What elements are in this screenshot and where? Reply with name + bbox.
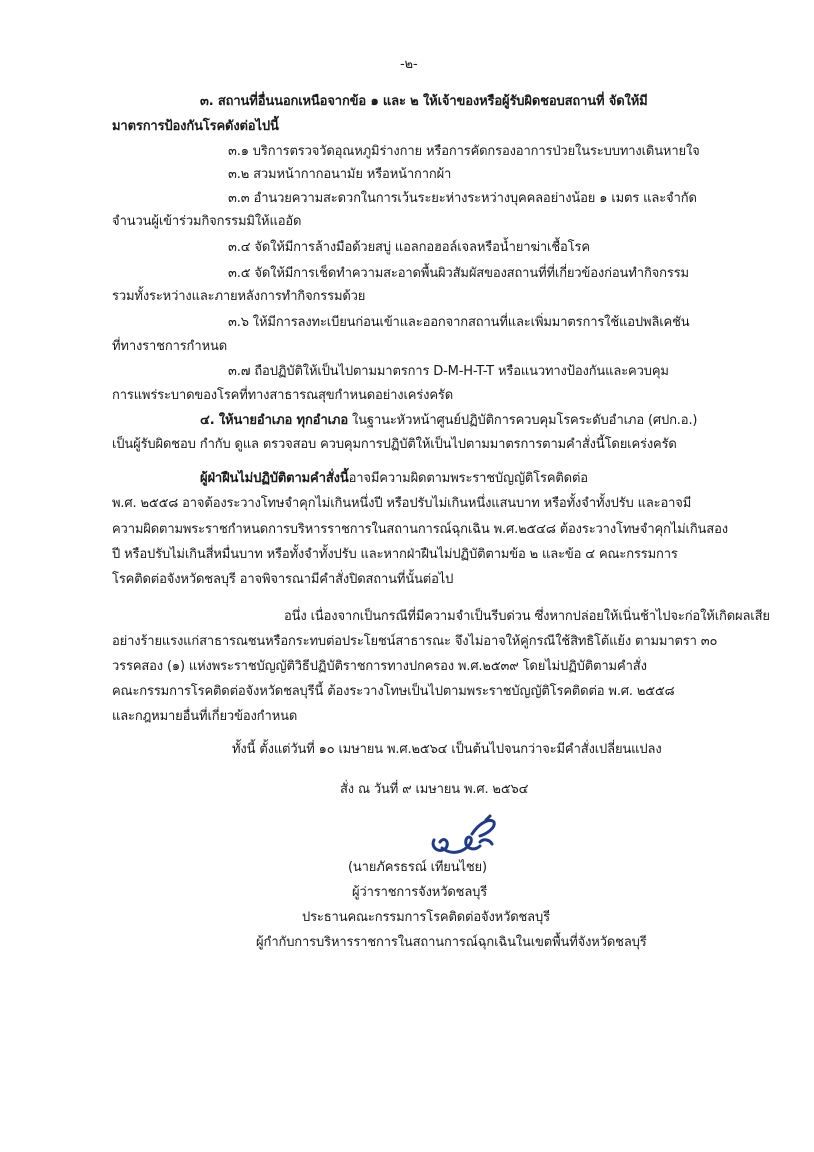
signatory-name: (นายภัครธรณ์ เทียนไชย) [348, 860, 487, 875]
effective-date: ทั้งนี้ ตั้งแต่วันที่ ๑๐ เมษายน พ.ศ.๒๕๖๔ เป็นต้นไปจนกว่าจะมีคำสั่งเปลี่ยนแปลง [232, 742, 662, 757]
urgency-line: คณะกรรมการโรคติดต่อจังหวัดชลบุรีนี้ ต้องระวางโทษเป็นไปตามพระราชบัญญัติโรคติดต่อ พ.ศ. ๒๕๕๘ [112, 684, 675, 699]
penalty-lead: ผู้ฝ่าฝืนไม่ปฏิบัติตามคำสั่งนี้ [200, 471, 349, 486]
section3-item: ๓.๗ ถือปฏิบัติให้เป็นไปตามมาตรการ D-M-H-T-T หรือแนวทางป้องกันและควบคุม [228, 364, 669, 379]
penalty-line: พ.ศ. ๒๕๕๘ อาจต้องระวางโทษจำคุกไม่เกินหนึ่งปี หรือปรับไม่เกินหนึ่งแสนบาท หรือทั้งจำทั้งปรับ และอาจมี [112, 496, 692, 511]
section3-item: ๓.๔ จัดให้มีการล้างมือด้วยสบู่ แอลกอฮอล์เจลหรือน้ำยาฆ่าเชื้อโรค [228, 240, 590, 255]
section3-item-cont: จำนวนผู้เข้าร่วมกิจกรรมมิให้แออัด [112, 214, 302, 229]
page-number: -๒- [400, 57, 418, 72]
section3-item: ๓.๕ จัดให้มีการเช็ดทำความสะอาดพื้นผิวสัมผัสของสถานที่ที่เกี่ยวข้องก่อนทำกิจกรรม [228, 266, 689, 281]
section3-item-cont: รวมทั้งระหว่างและภายหลังการทำกิจกรรมด้วย [112, 289, 366, 304]
section3-item: ๓.๑ บริการตรวจวัดอุณหภูมิร่างกาย หรือการคัดกรองอาการป่วยในระบบทางเดินหายใจ [228, 144, 700, 159]
penalty-text: อาจมีความผิดตามพระราชบัญญัติโรคติดต่อ [348, 471, 588, 486]
section3-heading: ๓. สถานที่อื่นนอกเหนือจากข้อ ๑ และ ๒ ให้เจ้าของหรือผู้รับผิดชอบสถานที่ จัดให้มี [200, 94, 648, 109]
signatory-title: ประธานคณะกรรมการโรคติดต่อจังหวัดชลบุรี [302, 910, 550, 925]
section3-item: ๓.๒ สวมหน้ากากอนามัย หรือหน้ากากผ้า [228, 167, 452, 182]
signatory-title: ผู้กำกับการบริหารราชการในสถานการณ์ฉุกเฉินในเขตพื้นที่จังหวัดชลบุรี [256, 935, 647, 950]
section4-paragraph [200, 412, 697, 430]
penalty-line: ปี หรือปรับไม่เกินสี่หมื่นบาท หรือทั้งจำทั้งปรับ และหากฝ่าฝืนไม่ปฏิบัติตามข้อ ๒ และข้อ ๔ คณะกรรมการ [112, 547, 678, 562]
penalty-line: ความผิดตามพระราชกำหนดการบริหารราชการในสถานการณ์ฉุกเฉิน พ.ศ.๒๕๔๘ ต้องระวางโทษจำคุกไม่เกินสอง [112, 522, 728, 537]
urgency-line: อย่างร้ายแรงแก่สาธารณชนหรือกระทบต่อประโยชน์สาธารณะ จึงไม่อาจให้คู่กรณีใช้สิทธิโต้แย้ง ตามมาตรา ๓๐ [112, 634, 718, 649]
signatory-title: ผู้ว่าราชการจังหวัดชลบุรี [352, 885, 488, 900]
section3-item-cont: ที่ทางราชการกำหนด [112, 339, 228, 354]
section3-item: ๓.๖ ให้มีการลงทะเบียนก่อนเข้าและออกจากสถานที่และเพิ่มมาตรการใช้แอปพลิเคชัน [228, 315, 690, 330]
urgency-line: และกฎหมายอื่นที่เกี่ยวข้องกำหนด [112, 709, 298, 724]
handwritten-signature [428, 812, 500, 866]
section3-item-cont: การแพร่ระบาดของโรคที่ทางสาธารณสุขกำหนดอย่างเคร่งครัด [112, 388, 453, 403]
section4-text: ในฐานะหัวหน้าศูนย์ปฏิบัติการควบคุมโรคระดับอำเภอ (ศปก.อ.) [348, 413, 698, 428]
penalty-line: โรคติดต่อจังหวัดชลบุรี อาจพิจารณามีคำสั่งปิดสถานที่นั้นต่อไป [112, 572, 454, 587]
section4-line: เป็นผู้รับผิดชอบ กำกับ ดูแล ตรวจสอบ ควบคุมการปฏิบัติให้เป็นไปตามมาตรการตามคำสั่งนี้โดยเคร่งครัด [112, 437, 677, 452]
urgency-line: วรรคสอง (๑) แห่งพระราชบัญญัติวิธีปฏิบัติราชการทางปกครอง พ.ศ.๒๕๓๙ โดยไม่ปฏิบัติตามคำสั่ง [112, 659, 647, 674]
section3-item: ๓.๓ อำนวยความสะดวกในการเว้นระยะห่างระหว่างบุคคลอย่างน้อย ๑ เมตร และจำกัด [228, 191, 697, 206]
urgency-line: อนึ่ง เนื่องจากเป็นกรณีที่มีความจำเป็นรีบด่วน ซึ่งหากปล่อยให้เนิ่นช้าไปจะก่อให้เกิดผลเสีย [284, 609, 770, 624]
section3-heading-cont: มาตรการป้องกันโรคดังต่อไปนี้ [112, 119, 279, 134]
penalty-paragraph [200, 470, 588, 488]
section4-lead: ๔. ให้นายอำเภอ ทุกอำเภอ [200, 413, 348, 428]
order-date: สั่ง ณ วันที่ ๙ เมษายน พ.ศ. ๒๕๖๔ [340, 782, 529, 797]
